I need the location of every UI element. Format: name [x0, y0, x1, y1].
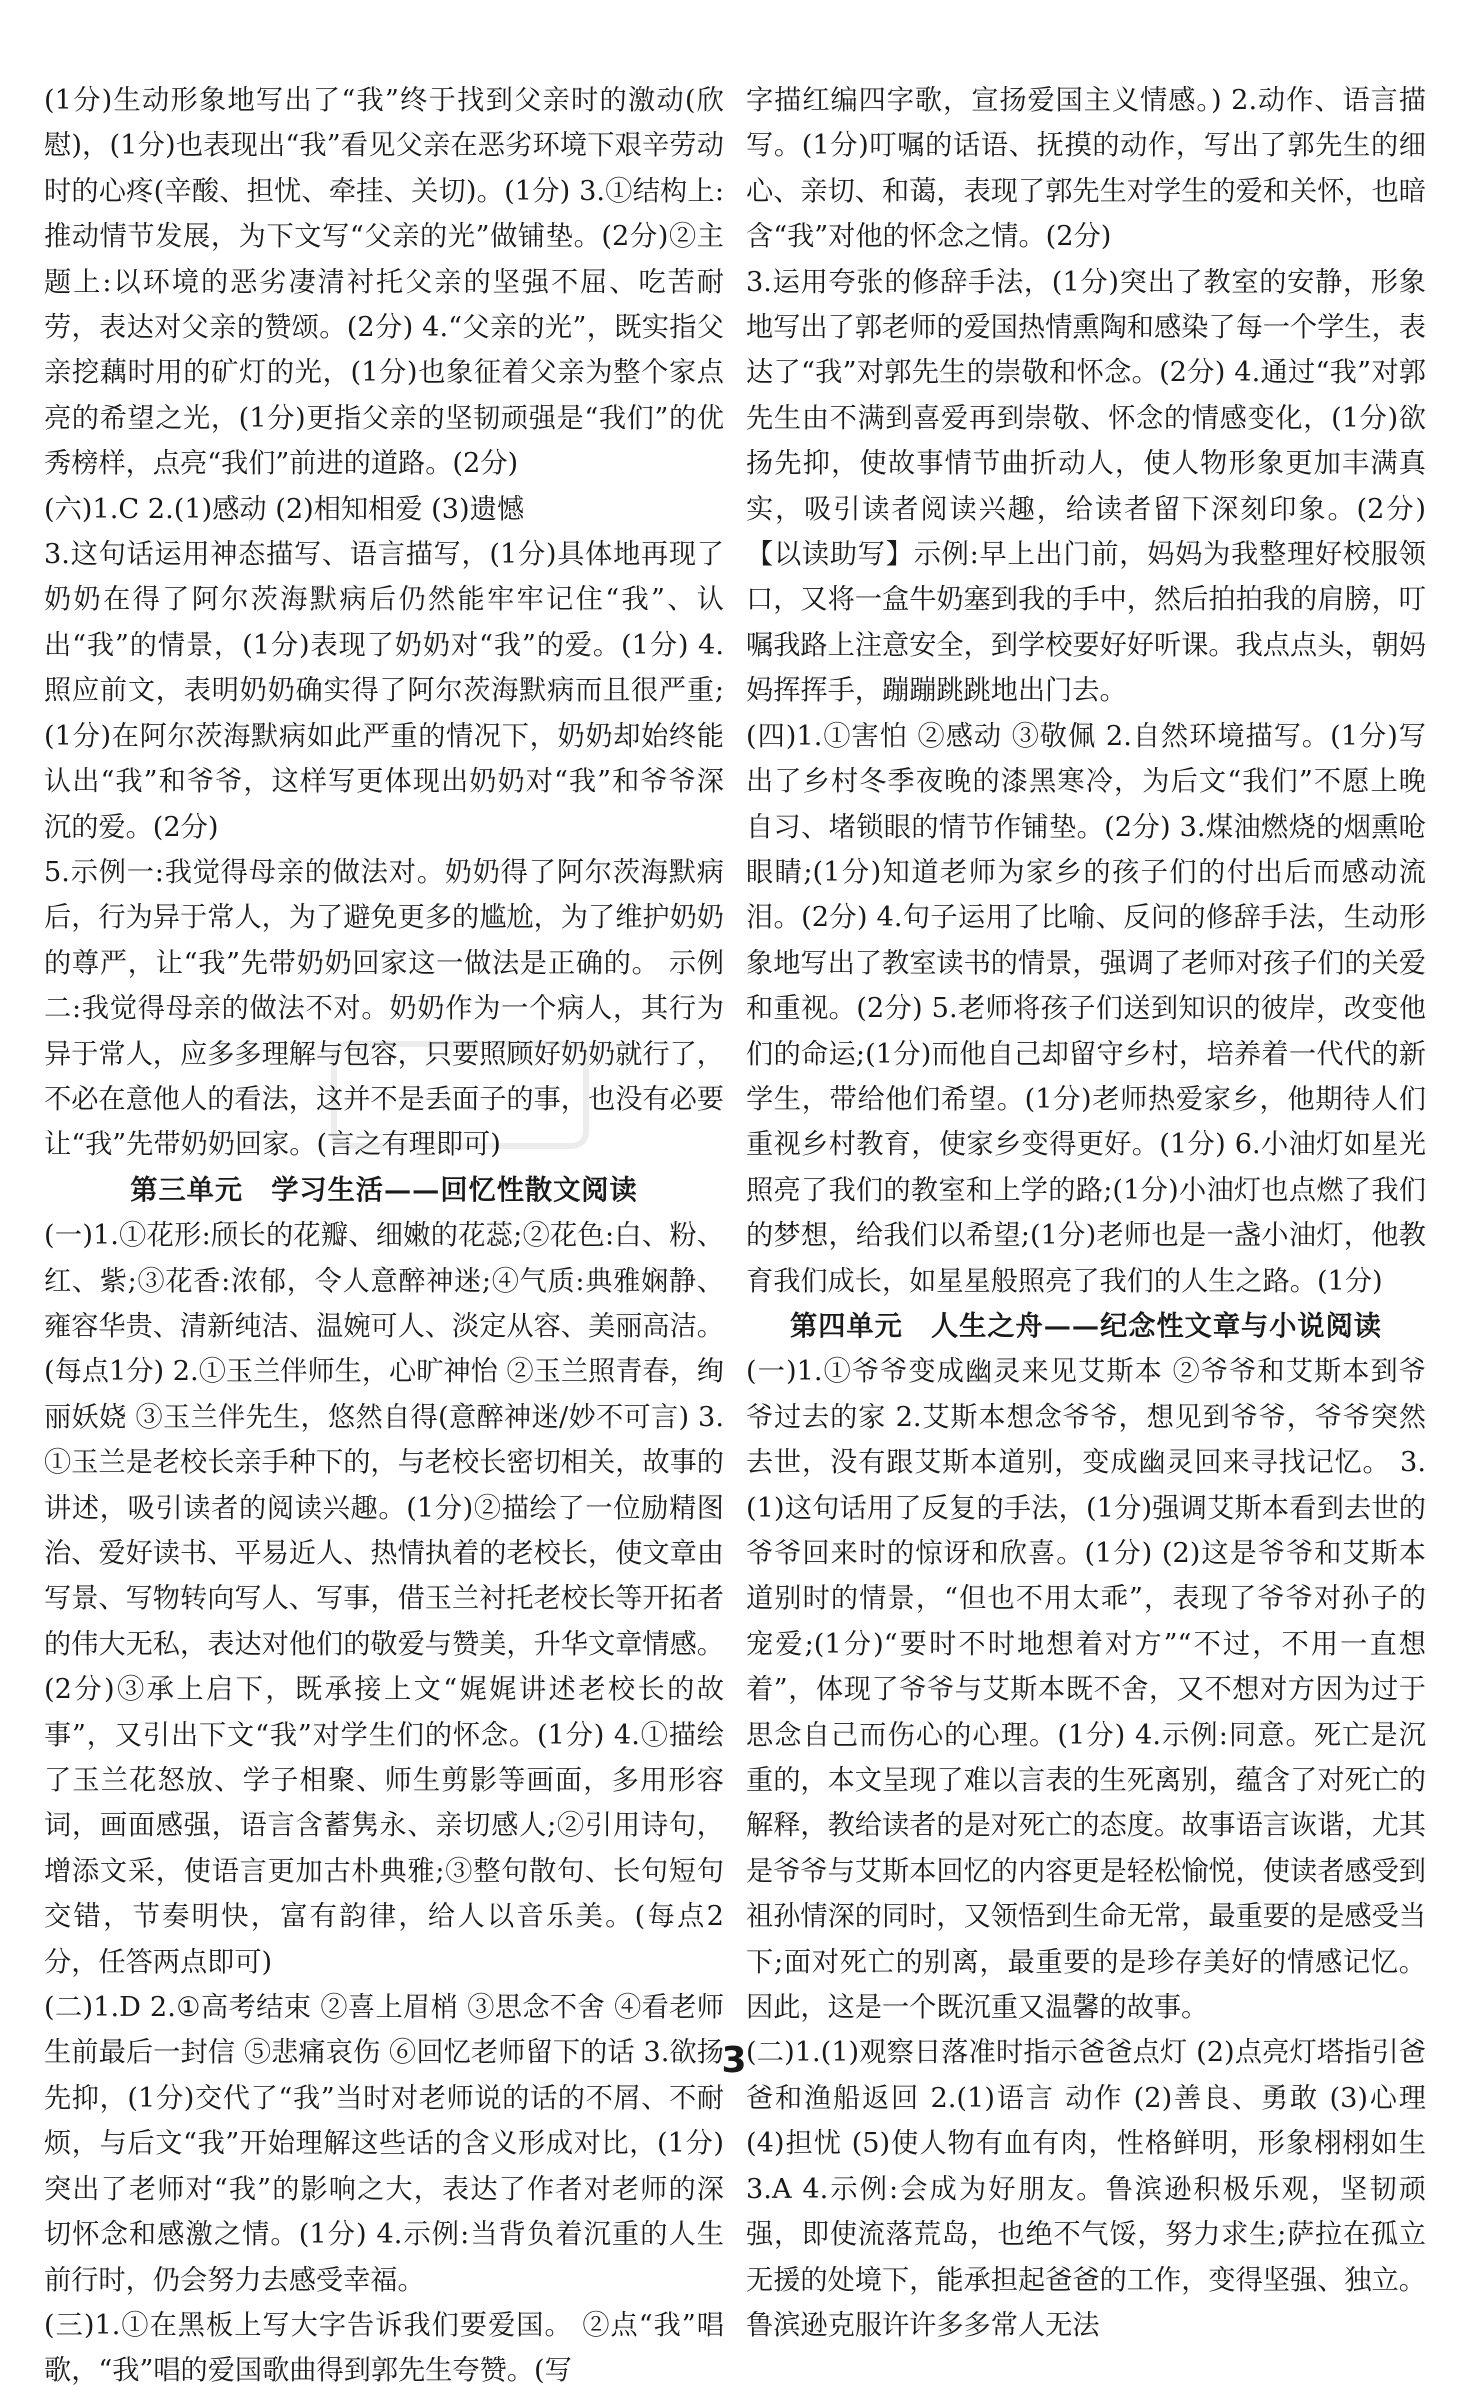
answer-paragraph: 字描红编四字歌，宣扬爱国主义情感。) 2.动作、语言描写。(1分)叮嘱的话语、抚摸的动作，写出了郭先生的细心、亲切、和蔼，表现了郭先生对学生的爱和关怀，也暗含“我”对他的怀念之情。(2分)	[746, 85, 1426, 253]
unit-heading: 第四单元 人生之舟——纪念性文章与小说阅读	[790, 1309, 1382, 1342]
answer-paragraph: (三)1.①在黑板上写大字告诉我们要爱国。 ②点“我”唱歌，“我”唱的爱国歌曲得到郭先生夸赞。(写	[44, 2309, 724, 2387]
answer-paragraph: 3.运用夸张的修辞手法，(1分)突出了教室的安静，形象地写出了郭老师的爱国热情熏陶和感染了每一个学生，表达了“我”对郭先生的崇敬和怀念。(2分) 4.通过“我”对郭先生由不满到喜爱再到崇敬、怀念的情感变化，(1分)欲扬先抑，使故事情节曲折动人，使人物形象更加丰满真实，吸引读者阅读兴趣，给读者留下深刻印象。(2分) 【以读助写】示例:早上出门前，妈妈为我整理好校服领口，又将一盒牛奶塞到我的手中，然后拍拍我的肩膀，叮嘱我路上注意安全，到学校要好好听课。我点点头，朝妈妈挥挥手，蹦蹦跳跳地出门去。	[746, 266, 1426, 707]
answer-paragraph: 5.示例一:我觉得母亲的做法对。奶奶得了阿尔茨海默病后，行为异于常人，为了避免更多的尴尬，为了维护奶奶的尊严，让“我”先带奶奶回家这一做法是正确的。 示例二:我觉得母亲的做法不对。奶奶作为一个病人，其行为异于常人，应多多理解与包容，只要照顾好奶奶就行了，不必在意他人的看法，这并不是丢面子的事，也没有必要让“我”先带奶奶回家。(言之有理即可)	[44, 856, 724, 1161]
right-column	[746, 78, 1426, 2348]
answer-paragraph: (一)1.①爷爷变成幽灵来见艾斯本 ②爷爷和艾斯本到爷爷过去的家 2.艾斯本想念爷爷，想见到爷爷，爷爷突然去世，没有跟艾斯本道别，变成幽灵回来寻找记忆。 3.(1)这句话用了反复的手法，(1分)强调艾斯本看到去世的爷爷回来时的惊讶和欣喜。(1分) (2)这是爷爷和艾斯本道别时的情景，“但也不用太乖”，表现了爷爷对孙子的宠爱;(1分)“要时不时地想着对方”“不过，不用一直想着”，体现了爷爷与艾斯本既不舍，又不想对方因为过于思念自己而伤心的心理。(1分) 4.示例:同意。死亡是沉重的，本文呈现了难以言表的生死离别，蕴含了对死亡的解释，教给读者的是对死亡的态度。故事语言诙谐，尤其是爷爷与艾斯本回忆的内容更是轻松愉悦，使读者感受到祖孙情深的同时，又领悟到生命无常，最重要的是感受当下;面对死亡的别离，最重要的是珍存美好的情感记忆。因此，这是一个既沉重又温馨的故事。	[746, 1356, 1426, 2024]
answer-paragraph: (二)1.(1)观察日落准时指示爸爸点灯 (2)点亮灯塔指引爸爸和渔船返回 2.(1)语言 动作 (2)善良、勇敢 (3)心理 (4)担忧 (5)使人物有血有肉，性格鲜明，形象栩栩如生 3.A 4.示例:会成为好朋友。鲁滨逊积极乐观，坚韧顽强，即使流落荒岛，也绝不气馁，努力求生;萨拉在孤立无援的处境下，能承担起爸爸的工作，变得坚强、独立。鲁滨逊克服许许多多常人无法	[746, 2037, 1426, 2341]
page-number: 3	[721, 2040, 747, 2081]
answer-paragraph: 3.这句话运用神态描写、语言描写，(1分)具体地再现了奶奶在得了阿尔茨海默病后仍然能牢牢记住“我”、认出“我”的情景，(1分)表现了奶奶对“我”的爱。(1分) 4.照应前文，表明奶奶确实得了阿尔茨海默病而且很严重;(1分)在阿尔茨海默病如此严重的情况下，奶奶却始终能认出“我”和爷爷，这样写更体现出奶奶对“我”和爷爷深沉的爱。(2分)	[44, 539, 724, 843]
answer-paragraph: (二)1.D 2.①高考结束 ②喜上眉梢 ③思念不舍 ④看老师生前最后一封信 ⑤悲痛哀伤 ⑥回忆老师留下的话 3.欲扬先抑，(1分)交代了“我”当时对老师说的话的不屑、不耐烦，与后文“我”开始理解这些话的含义形成对比，(1分)突出了老师对“我”的影响之大，表达了作者对老师的深切怀念和感激之情。(1分) 4.示例:当背负着沉重的人生前行时，仍会努力去感受幸福。	[44, 1992, 724, 2296]
answer-paragraph: (六)1.C 2.(1)感动 (2)相知相爱 (3)遗憾	[44, 493, 525, 525]
answer-paragraph: (一)1.①花形:颀长的花瓣、细嫩的花蕊;②花色:白、粉、红、紫;③花香:浓郁，令人意醉神迷;④气质:典雅娴静、雍容华贵、清新纯洁、温婉可人、淡定从容、美丽高洁。(每点1分) 2.①玉兰伴师生，心旷神怡 ②玉兰照青春，绚丽妖娆 ③玉兰伴先生，悠然自得(意醉神迷/妙不可言) 3.①玉兰是老校长亲手种下的，与老校长密切相关，故事的讲述，吸引读者的阅读兴趣。(1分)②描绘了一位励精图治、爱好读书、平易近人、热情执着的老校长，使文章由写景、写物转向写人、写事，借玉兰衬托老校长等开拓者的伟大无私，表达对他们的敬爱与赞美，升华文章情感。(2分)③承上启下，既承接上文“娓娓讲述老校长的故事”，又引出下文“我”对学生们的怀念。(1分) 4.①描绘了玉兰花怒放、学子相聚、师生剪影等画面，多用形容词，画面感强，语言含蓄隽永、亲切感人;②引用诗句，增添文采，使语言更加古朴典雅;③整句散句、长句短句交错，节奏明快，富有韵律，给人以音乐美。(每点2分，任答两点即可)	[44, 1220, 724, 1978]
answer-paragraph: (四)1.①害怕 ②感动 ③敬佩 2.自然环境描写。(1分)写出了乡村冬季夜晚的漆黑寒冷，为后文“我们”不愿上晚自习、堵锁眼的情节作铺垫。(2分) 3.煤油燃烧的烟熏呛眼睛;(1分)知道老师为家乡的孩子们的付出后而感动流泪。(2分) 4.句子运用了比喻、反问的修辞手法，生动形象地写出了教室读书的情景，强调了老师对孩子们的关爱和重视。(2分) 5.老师将孩子们送到知识的彼岸，改变他们的命运;(1分)而他自己却留守乡村，培养着一代代的新学生，带给他们希望。(1分)老师热爱家乡，他期待人们重视乡村教育，使家乡变得更好。(1分) 6.小油灯如星光照亮了我们的教室和上学的路;(1分)小油灯也点燃了我们的梦想，给我们以希望;(1分)老师也是一盏小油灯，他教育我们成长，如星星般照亮了我们的人生之路。(1分)	[746, 720, 1426, 1297]
watermark-stamp	[330, 1040, 590, 1150]
unit-heading: 第三单元 学习生活——回忆性散文阅读	[130, 1173, 638, 1206]
answer-paragraph: (1分)生动形象地写出了“我”终于找到父亲时的激动(欣慰)，(1分)也表现出“我”看见父亲在恶劣环境下艰辛劳动时的心疼(辛酸、担忧、牵挂、关切)。(1分) 3.①结构上:推动情节发展，为下文写“父亲的光”做铺垫。(2分)②主题上:以环境的恶劣凄清衬托父亲的坚强不屈、吃苦耐劳，表达对父亲的赞颂。(2分) 4.“父亲的光”，既实指父亲挖藕时用的矿灯的光，(1分)也象征着父亲为整个家点亮的希望之光，(1分)更指父亲的坚韧顽强是“我们”的优秀榜样，点亮“我们”前进的道路。(2分)	[44, 85, 724, 480]
